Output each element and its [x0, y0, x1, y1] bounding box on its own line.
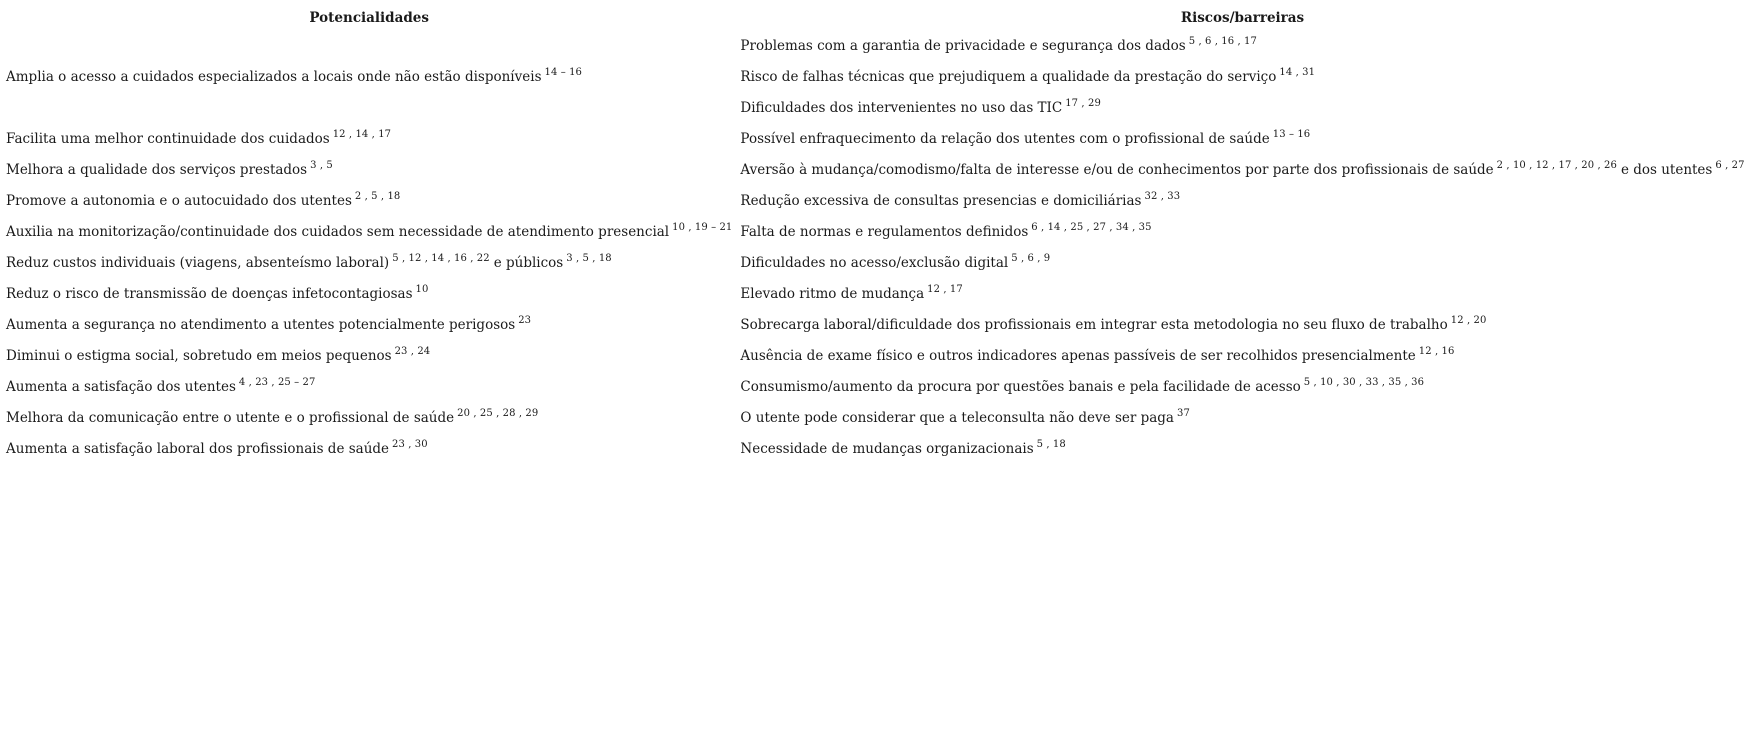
header-riscos-barreiras: Riscos/barreiras	[1180, 9, 1305, 26]
risk-cell	[736, 91, 1748, 122]
reference-citations: 2 , 5 , 18	[354, 190, 401, 202]
reference-citations-secondary: 6 , 27	[1715, 159, 1745, 171]
table-row	[2, 122, 1749, 153]
risk-text: Redução excessiva de consultas presencias e domiciliárias	[740, 192, 1142, 209]
risk-cell	[736, 339, 1748, 370]
table-row	[2, 401, 1749, 432]
risk-cell	[736, 122, 1748, 153]
potentiality-cell	[2, 370, 736, 401]
risk-cell	[736, 277, 1748, 308]
reference-citations: 12 , 14 , 17	[332, 128, 392, 140]
risk-text: Elevado ritmo de mudança	[740, 285, 925, 302]
table-row	[2, 277, 1749, 308]
risk-text: Sobrecarga laboral/dificuldade dos profissionais em integrar esta metodologia no seu fluxo de trabalho	[740, 316, 1448, 333]
risk-text: Dificuldades no acesso/exclusão digital	[740, 254, 1009, 271]
reference-citations: 5 , 18	[1036, 438, 1066, 450]
potentiality-text: Melhora da comunicação entre o utente e o profissional de saúde	[6, 409, 455, 426]
reference-citations: 5 , 10 , 30 , 33 , 35 , 36	[1303, 376, 1425, 388]
table-row	[2, 432, 1749, 463]
table-row	[2, 91, 1749, 122]
reference-citations: 12 , 16	[1418, 345, 1455, 357]
potentiality-text: Amplia o acesso a cuidados especializados a locais onde não estão disponíveis	[6, 68, 542, 85]
risk-cell	[736, 60, 1748, 91]
reference-citations: 23 , 24	[394, 345, 431, 357]
potentiality-text: Auxilia na monitorização/continuidade dos cuidados sem necessidade de atendimento presencial	[6, 223, 670, 240]
reference-citations: 6 , 14 , 25 , 27 , 34 , 35	[1031, 221, 1152, 233]
potentiality-cell	[2, 29, 736, 60]
connector-text: e públicos	[493, 254, 564, 271]
reference-citations: 12 , 17	[927, 283, 963, 295]
potentiality-cell	[2, 153, 736, 184]
reference-citations: 23 , 30	[392, 438, 428, 450]
reference-citations: 14 – 16	[544, 66, 583, 78]
potentiality-text: Aumenta a satisfação laboral dos profissionais de saúde	[6, 440, 390, 457]
reference-citations: 2 , 10 , 12 , 17 , 20 , 26	[1496, 159, 1617, 171]
potentiality-cell	[2, 122, 736, 153]
reference-citations: 10	[415, 283, 429, 295]
reference-citations: 3 , 5	[310, 159, 333, 171]
risk-cell	[736, 29, 1748, 60]
reference-citations: 32 , 33	[1144, 190, 1181, 202]
reference-citations: 14 , 31	[1279, 66, 1316, 78]
potentiality-text: Facilita uma melhor continuidade dos cuidados	[6, 130, 330, 147]
potentiality-text: Reduz o risco de transmissão de doenças infetocontagiosas	[6, 285, 413, 302]
reference-citations: 23	[518, 314, 532, 326]
potentiality-cell	[2, 339, 736, 370]
risk-text: Problemas com a garantia de privacidade e segurança dos dados	[740, 37, 1186, 54]
risk-cell	[736, 153, 1748, 184]
risk-text: Risco de falhas técnicas que prejudiquem a qualidade da prestação do serviço	[740, 68, 1277, 85]
risk-text: Aversão à mudança/comodismo/falta de interesse e/ou de conhecimentos por parte dos profissionais de saúde	[740, 161, 1494, 178]
potentiality-cell	[2, 308, 736, 339]
potentiality-cell	[2, 246, 736, 277]
reference-citations: 5 , 12 , 14 , 16 , 22	[392, 252, 490, 264]
risk-cell	[736, 370, 1748, 401]
risk-text: O utente pode considerar que a teleconsulta não deve ser paga	[740, 409, 1174, 426]
reference-citations: 37	[1176, 407, 1190, 419]
reference-citations: 5 , 6 , 16 , 17	[1188, 35, 1257, 47]
risk-text: Falta de normas e regulamentos definidos	[740, 223, 1029, 240]
reference-citations: 10 , 19 – 21	[672, 221, 733, 233]
reference-citations: 4 , 23 , 25 – 27	[238, 376, 316, 388]
table-body	[2, 29, 1749, 463]
table-row	[2, 184, 1749, 215]
reference-citations: 12 , 20	[1450, 314, 1487, 326]
potentiality-cell	[2, 401, 736, 432]
potentiality-cell	[2, 60, 736, 91]
risk-cell	[736, 432, 1748, 463]
risk-text: Necessidade de mudanças organizacionais	[740, 440, 1034, 457]
table-row	[2, 60, 1749, 91]
risk-cell	[736, 215, 1748, 246]
table-header-row	[2, 6, 1749, 29]
potentiality-cell	[2, 184, 736, 215]
potentiality-cell	[2, 91, 736, 122]
potentiality-cell	[2, 432, 736, 463]
potentiality-text: Reduz custos individuais (viagens, absenteísmo laboral)	[6, 254, 390, 271]
potentiality-text: Aumenta a satisfação dos utentes	[6, 378, 236, 395]
risk-text: Ausência de exame físico e outros indicadores apenas passíveis de ser recolhidos presencialmente	[740, 347, 1416, 364]
reference-citations: 20 , 25 , 28 , 29	[457, 407, 539, 419]
risk-cell	[736, 401, 1748, 432]
potentiality-text: Melhora a qualidade dos serviços prestados	[6, 161, 308, 178]
reference-citations: 5 , 6 , 9	[1011, 252, 1051, 264]
table-row	[2, 339, 1749, 370]
table-row	[2, 153, 1749, 184]
risk-cell	[736, 184, 1748, 215]
potentiality-cell	[2, 277, 736, 308]
table-row	[2, 308, 1749, 339]
risk-cell	[736, 246, 1748, 277]
reference-citations-secondary: 3 , 5 , 18	[566, 252, 612, 264]
reference-citations: 17 , 29	[1065, 97, 1101, 109]
reference-citations: 13 – 16	[1272, 128, 1311, 140]
potentiality-text: Diminui o estigma social, sobretudo em meios pequenos	[6, 347, 392, 364]
table-row	[2, 215, 1749, 246]
potentialities-risks-table	[2, 6, 1749, 463]
risk-text: Possível enfraquecimento da relação dos utentes com o profissional de saúde	[740, 130, 1270, 147]
risk-cell	[736, 308, 1748, 339]
potentiality-cell	[2, 215, 736, 246]
potentiality-text: Aumenta a segurança no atendimento a utentes potencialmente perigosos	[6, 316, 516, 333]
table-row	[2, 246, 1749, 277]
connector-text: e dos utentes	[1620, 161, 1713, 178]
potentiality-text: Promove a autonomia e o autocuidado dos utentes	[6, 192, 352, 209]
header-potencialidades: Potencialidades	[309, 9, 429, 26]
risk-text: Consumismo/aumento da procura por questões banais e pela facilidade de acesso	[740, 378, 1301, 395]
table-row	[2, 29, 1749, 60]
risk-text: Dificuldades dos intervenientes no uso das TIC	[740, 99, 1063, 116]
table-row	[2, 370, 1749, 401]
